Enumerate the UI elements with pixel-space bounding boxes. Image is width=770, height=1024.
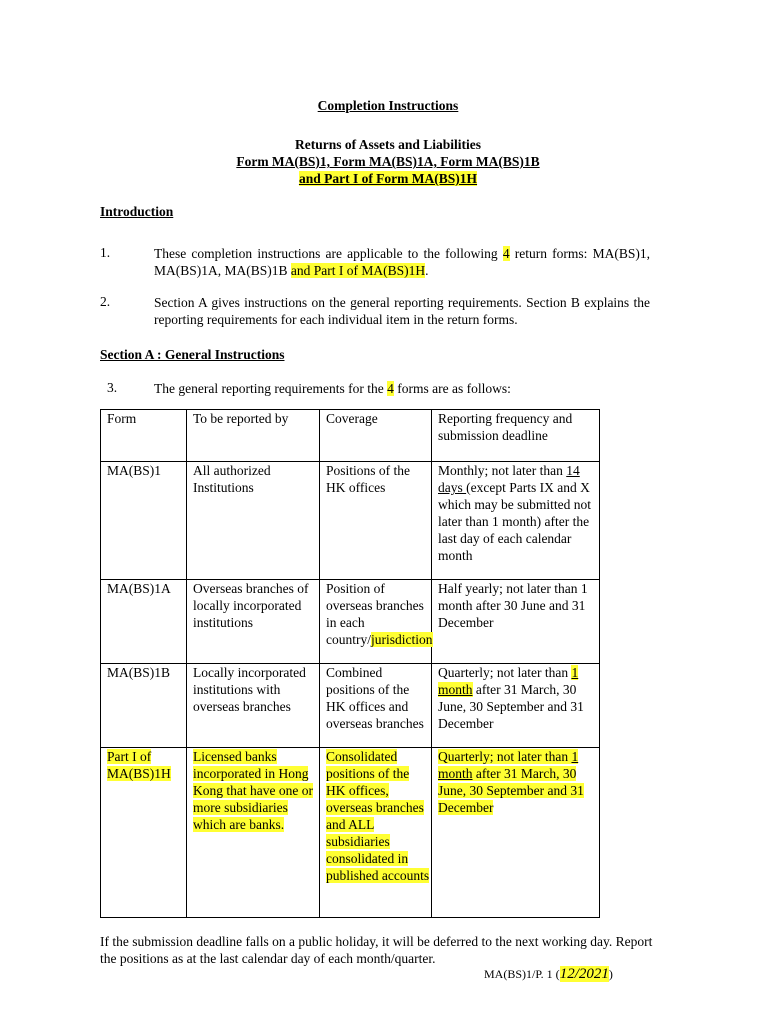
table-row <box>101 748 600 918</box>
table-cell-reported-by: Licensed banks incorporated in Hong Kong that have one or more subsidiaries which are banks. <box>187 748 320 918</box>
table-cell-coverage: Consolidated positions of the HK offices, overseas branches and ALL subsidiaries consolidated in published accounts <box>320 748 432 918</box>
table-cell-frequency: Quarterly; not later than 1 month after 31 March, 30 June, 30 September and 31 December <box>432 748 600 918</box>
table-cell-form: MA(BS)1B <box>101 664 187 748</box>
table-cell-frequency: Quarterly; not later than 1 month after 31 March, 30 June, 30 September and 31 December <box>432 664 600 748</box>
table-cell-form: MA(BS)1 <box>101 462 187 580</box>
table-cell-coverage: Positions of the HK offices <box>320 462 432 580</box>
table-row <box>101 664 600 748</box>
doc-subtitle-forms: Form MA(BS)1, Form MA(BS)1A, Form MA(BS)1B <box>236 154 540 169</box>
section-heading-general-instructions: Section A : General Instructions <box>100 347 285 362</box>
paragraph-2: Section A gives instructions on the general reporting requirements. Section B explains the reporting requirements for each individual item in the return forms. <box>154 295 650 327</box>
table-cell-form: MA(BS)1A <box>101 580 187 664</box>
paragraph-number: 1. <box>100 245 111 260</box>
table-header-row <box>101 410 600 462</box>
doc-subtitle: Returns of Assets and Liabilities <box>294 137 482 152</box>
table-cell-frequency: Half yearly; not later than 1 month after 30 June and 31 December <box>432 580 600 664</box>
table-cell-reported-by: All authorized Institutions <box>187 462 320 580</box>
table-cell-coverage: Combined positions of the HK offices and overseas branches <box>320 664 432 748</box>
table-header-cell: Form <box>101 410 187 462</box>
doc-title: Completion Instructions <box>317 98 459 113</box>
section-heading-introduction: Introduction <box>100 204 174 219</box>
form-count: 4 <box>387 381 394 396</box>
page-number: MA(BS)1/P. 1 (12/2021) <box>484 966 613 982</box>
table-cell-coverage: Position of overseas branches in each country/jurisdiction <box>320 580 432 664</box>
table-row <box>101 462 600 580</box>
paragraph-number: 3. <box>107 380 118 395</box>
paragraph-number: 2. <box>100 294 111 309</box>
table-header-cell: To be reported by <box>187 410 320 462</box>
paragraph-1: These completion instructions are applicable to the following 4 return forms: MA(BS)1, MA(BS)1A, MA(BS)1B and Part I of MA(BS)1H. <box>154 246 650 278</box>
reporting-requirements-table <box>100 409 600 918</box>
paragraph-3: The general reporting requirements for the 4 forms are as follows: <box>154 381 511 396</box>
table-cell-form: Part I of MA(BS)1H <box>101 748 187 918</box>
form-count: 4 <box>502 246 510 261</box>
table-cell-reported-by: Overseas branches of locally incorporated institutions <box>187 580 320 664</box>
table-header-cell: Coverage <box>320 410 432 462</box>
table-cell-reported-by: Locally incorporated institutions with overseas branches <box>187 664 320 748</box>
deadline-note: If the submission deadline falls on a public holiday, it will be deferred to the next working day. Report the positions as at the last calendar day of each month/quarter. <box>100 934 653 966</box>
table-row <box>101 580 600 664</box>
table-header-cell: Reporting frequency and submission deadline <box>432 410 600 462</box>
table-cell-frequency: Monthly; not later than 14 days (except Parts IX and X which may be submitted not later than 1 month) after the last day of each calendar month <box>432 462 600 580</box>
doc-subtitle-part: and Part I of Form MA(BS)1H <box>298 171 478 186</box>
version-code: 12/2021 <box>559 966 609 982</box>
